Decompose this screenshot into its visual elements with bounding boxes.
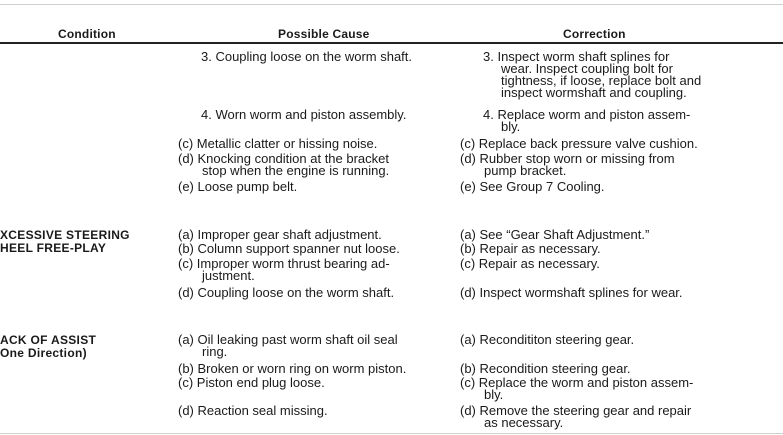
correction-b: (b) Recondition steering gear.	[460, 361, 631, 376]
cause-4: 4. Worn worm and piston assembly.	[201, 107, 407, 122]
header-condition: Condition	[58, 27, 116, 41]
header-rule	[0, 42, 783, 44]
correction-a: (a) See “Gear Shaft Adjustment.”	[460, 227, 650, 242]
correction-b: (b) Repair as necessary.	[460, 241, 601, 256]
cause-3: 3. Coupling loose on the worm shaft.	[201, 49, 413, 64]
cause-e: (e) Loose pump belt.	[178, 179, 298, 194]
cause-d: (d) Reaction seal missing.	[178, 403, 328, 418]
cause-c: (c) Improper worm thrust bearing ad- justment.	[178, 256, 390, 283]
condition-free-play: XCESSIVE STEERING HEEL FREE-PLAY	[0, 228, 130, 255]
cause-d: (d) Knocking condition at the bracket stop when the engine is running.	[178, 151, 390, 178]
condition-lack-of-assist: ACK OF ASSIST One Direction)	[0, 333, 97, 360]
correction-c: (c) Replace the worm and piston assem- bly.	[460, 375, 694, 402]
header-possible-cause: Possible Cause	[278, 27, 370, 41]
correction-c: (c) Replace back pressure valve cushion.	[460, 136, 698, 151]
correction-4: 4. Replace worm and piston assem- bly.	[483, 107, 691, 134]
header-correction: Correction	[563, 27, 626, 41]
cause-c: (c) Piston end plug loose.	[178, 375, 325, 390]
top-rule	[0, 4, 783, 5]
correction-d: (d) Rubber stop worn or missing from pump bracket.	[460, 151, 675, 178]
cause-d: (d) Coupling loose on the worm shaft.	[178, 285, 395, 300]
correction-c: (c) Repair as necessary.	[460, 256, 600, 271]
bottom-rule	[0, 433, 783, 434]
cause-b: (b) Column support spanner nut loose.	[178, 241, 400, 256]
correction-d: (d) Inspect wormshaft splines for wear.	[460, 285, 683, 300]
cause-b: (b) Broken or worn ring on worm piston.	[178, 361, 407, 376]
correction-a: (a) Recondititon steering gear.	[460, 332, 635, 347]
correction-e: (e) See Group 7 Cooling.	[460, 179, 605, 194]
correction-3: 3. Inspect worm shaft splines for wear. Inspect coupling bolt for tightness, if loose, replace bolt and inspect wormshaft and coupling.	[483, 49, 702, 100]
cause-a: (a) Oil leaking past worm shaft oil seal ring.	[178, 332, 398, 359]
cause-a: (a) Improper gear shaft adjustment.	[178, 227, 382, 242]
correction-d: (d) Remove the steering gear and repair as necessary.	[460, 403, 692, 430]
cause-c: (c) Metallic clatter or hissing noise.	[178, 136, 378, 151]
